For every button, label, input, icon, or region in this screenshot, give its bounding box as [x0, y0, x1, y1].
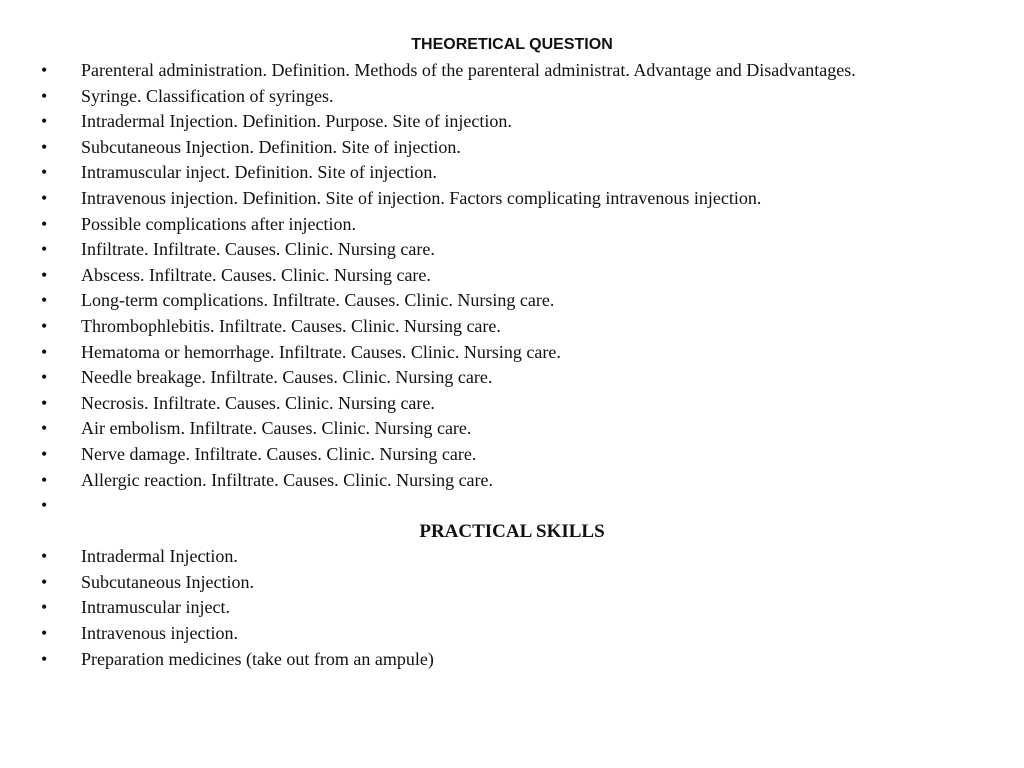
list-item-empty — [0, 493, 1024, 519]
bullet-icon: • — [41, 623, 48, 644]
list-item-text: Possible complications after injection. — [81, 213, 356, 234]
list-item — [0, 391, 1024, 417]
list-item — [0, 340, 1024, 366]
bullet-icon: • — [41, 162, 48, 183]
theoretical-question-heading: THEORETICAL QUESTION — [411, 36, 613, 53]
list-item — [0, 84, 1024, 110]
skill-item — [0, 647, 1024, 673]
bullet-icon: • — [41, 187, 48, 208]
bullet-icon: • — [41, 571, 48, 592]
bullet-icon: • — [41, 136, 48, 157]
question-list — [0, 58, 1024, 672]
skill-item-text: Preparation medicines (take out from an ampule) — [81, 648, 434, 669]
bullet-icon: • — [41, 111, 48, 132]
skill-item — [0, 621, 1024, 647]
list-item-text: Needle breakage. Infiltrate. Causes. Clinic. Nursing care. — [81, 367, 493, 388]
list-item-text: Subcutaneous Injection. Definition. Site of injection. — [81, 136, 461, 157]
list-item — [0, 237, 1024, 263]
list-item-text: Nerve damage. Infiltrate. Causes. Clinic. Nursing care. — [81, 443, 477, 464]
list-item — [0, 160, 1024, 186]
list-item — [0, 263, 1024, 289]
list-item — [0, 314, 1024, 340]
skill-item-text: Intramuscular inject. — [81, 597, 230, 618]
bullet-icon: • — [41, 469, 48, 490]
list-item — [0, 186, 1024, 212]
bullet-icon: • — [41, 392, 48, 413]
bullet-icon: • — [41, 60, 48, 80]
list-item — [0, 58, 1024, 84]
list-item-text: Intravenous injection. Definition. Site of injection. Factors complicating intravenous injection. — [81, 187, 762, 208]
bullet-icon: • — [41, 418, 48, 439]
list-item-text: Intradermal Injection. Definition. Purpose. Site of injection. — [81, 111, 512, 132]
skill-item-text: Intravenous injection. — [81, 623, 238, 644]
list-item — [0, 416, 1024, 442]
list-item-text: Abscess. Infiltrate. Causes. Clinic. Nursing care. — [81, 264, 431, 285]
bullet-icon: • — [41, 290, 48, 311]
skill-item — [0, 544, 1024, 570]
list-item-text: Infiltrate. Infiltrate. Causes. Clinic. Nursing care. — [81, 239, 435, 260]
bullet-icon: • — [41, 546, 48, 567]
list-item-text: Syringe. Classification of syringes. — [81, 85, 334, 106]
bullet-icon: • — [41, 213, 48, 234]
list-item — [0, 288, 1024, 314]
bullet-icon: • — [41, 648, 48, 669]
list-item-text: Necrosis. Infiltrate. Causes. Clinic. Nursing care. — [81, 392, 435, 413]
skill-item — [0, 595, 1024, 621]
list-item — [0, 135, 1024, 161]
bullet-icon: • — [41, 495, 48, 516]
list-item-text: Intramuscular inject. Definition. Site of injection. — [81, 162, 437, 183]
bullet-icon: • — [41, 85, 48, 106]
bullet-icon: • — [41, 597, 48, 618]
list-item-text: Air embolism. Infiltrate. Causes. Clinic. Nursing care. — [81, 418, 472, 439]
bullet-icon: • — [41, 264, 48, 285]
list-item — [0, 442, 1024, 468]
bullet-icon: • — [41, 341, 48, 362]
skill-item — [0, 570, 1024, 596]
list-item-text: Parenteral administration. Definition. Methods of the parenteral administrat. Advantage and Disadvantages. — [81, 60, 856, 80]
practical-skills-heading: PRACTICAL SKILLS — [419, 520, 605, 542]
skill-item-text: Subcutaneous Injection. — [81, 571, 254, 592]
list-item-text: Long-term complications. Infiltrate. Causes. Clinic. Nursing care. — [81, 290, 555, 311]
bullet-icon: • — [41, 367, 48, 388]
list-item — [0, 109, 1024, 135]
bullet-icon: • — [41, 315, 48, 336]
skill-item-text: Intradermal Injection. — [81, 546, 238, 567]
list-item-text: Hematoma or hemorrhage. Infiltrate. Causes. Clinic. Nursing care. — [81, 341, 561, 362]
bullet-icon: • — [41, 239, 48, 260]
list-item-text: Allergic reaction. Infiltrate. Causes. Clinic. Nursing care. — [81, 469, 494, 490]
list-item-text: Thrombophlebitis. Infiltrate. Causes. Clinic. Nursing care. — [81, 315, 501, 336]
list-item — [0, 365, 1024, 391]
bullet-icon: • — [41, 443, 48, 464]
list-item — [0, 468, 1024, 494]
list-item — [0, 212, 1024, 238]
